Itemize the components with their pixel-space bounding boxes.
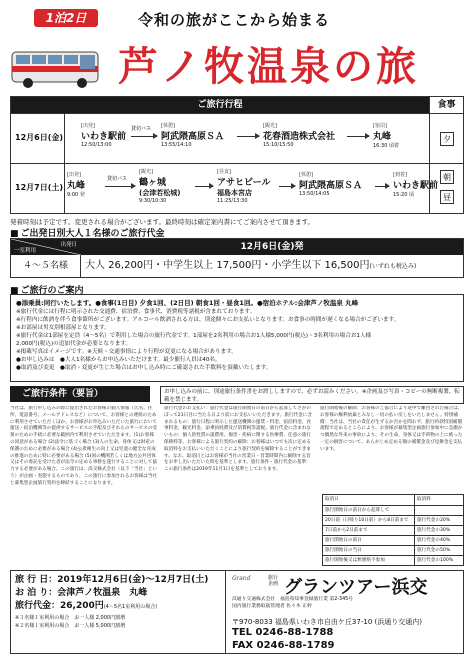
guide-section-title: ■ ご旅行のご案内 <box>10 283 84 296</box>
arrow-icon <box>237 136 259 137</box>
arrow-icon <box>131 136 157 137</box>
table-row: 旅行開始日の前日 旅行代金の40% <box>323 535 463 545</box>
departure-date: 12月6日(金)発 <box>81 239 463 255</box>
price-section-title: ■ ご出発日別大人１名様のご旅行代金 <box>10 226 165 239</box>
company-name: グランツアー浜交 <box>284 577 428 598</box>
company-info <box>225 571 463 653</box>
conditions-col-3: 旅行開始後の解除：お客様のご都合により途中で離団された場合は、お客様の権利放棄とみなし一切の払い戻しをいたしません。特別補償：当社は、当社の責任が生ずるか否かを問わず、旅行約款特別補償規程で定めるところにより、お客様が募集型企画旅行参加中に急激かつ偶然な外来の事故により、その生命、身体又は手荷物の上に被った一定の損害について、あらかじめ定める額の補償金及び見舞金を支払います。 <box>320 406 463 452</box>
conditions-col-1: 当社は、旅行申し込みの際に提出されたお客様の個人情報（氏名、住所、電話番号、メールアドレスなど）について、お客様との連絡のために利用させていただくほか、お客様がお申込みいただいた旅行において運送・宿泊機関等の提供するサービスの手配及びそれらのサービスの受領のための手続に必要な範囲内で利用させていただきます。(1)お客様の同意がある場合 (2)法令に基づく場合 (3)人の生命、身体又は財産の保護のために必要がある場合 (4)公衆衛生の向上又は児童の健全な育成の推進のために特に必要がある場合 (5)国の機関若しくは地方公共団体又はその委託を受けた者が法令の定める事務を遂行することに対して協力する必要がある場合。この旅行は、浜交株式会社（以下「当社」という）が企画・実施するものであり、この旅行に参加されるお客様は当社と募集型企画旅行契約を締結することになります。 <box>10 406 158 486</box>
stop: [観光] 鶴ヶ城 (会津若松城) 9:30/10:30 <box>139 169 181 204</box>
arrow-icon <box>279 186 295 187</box>
table-row: 旅行開始日の当日 旅行代金の50% <box>323 545 463 555</box>
guide-line: ※旅行代金は1部屋を定員（4～5名）で利用した場合の旅行代金です。1部屋を2名利用の場合お1人様5,000円(税込)・3名利用の場合お1人様 <box>16 333 372 339</box>
duration-badge: 1泊2日 <box>34 9 98 27</box>
guide-line: ※行程内に飲酒を伴う食事箇所がございます。アルコール飲酒される方は、別途個々にお支払いとなります。お食事の時間が遅くなる場合がございます。 <box>16 317 400 323</box>
arrow-icon <box>375 186 389 187</box>
guide-line: 2,000円(税込)の追加代金が必要となります。 <box>16 341 132 347</box>
stop: [観光] 花春酒造株式会社 15:10/15:50 <box>263 123 336 148</box>
company-fax: FAX 0246-88-1789 <box>232 640 335 651</box>
price-table <box>10 238 464 278</box>
stop: [休憩] 阿武隈高原ＳＡ 13:50/14:05 <box>299 172 363 197</box>
guide-line: ●添乗員:同行いたします。●食事(1日目) 夕食1回、(2日目) 朝食1回・昼食1回。●宿泊ホテル:会津芦ノ牧温泉 丸峰 <box>16 299 359 307</box>
label-date: 出発日 <box>60 242 77 248</box>
bus-icon <box>10 46 102 90</box>
extra-charge: ※３名様１室利用の場合 お一人様 2,000円割増 <box>15 615 126 621</box>
table-row: 旅行開始後又は無連絡不参加 旅行代金の100% <box>323 555 463 565</box>
cancel-fee-table <box>322 494 464 566</box>
trip-summary <box>15 574 225 630</box>
arrow-icon <box>347 136 369 137</box>
table-row: 旅行開始日の前日から起算して <box>323 505 463 515</box>
guide-line: ※掲載写真はイメージです。※天候・交通事情により行程が変更になる場合があります。 <box>16 349 237 355</box>
travel-date: 旅 行 日：2019年12月6日(金)～12月7日(土) <box>15 575 209 585</box>
conditions-note: お申し込みの前に、別途旅行条件書をお渡ししますので、必ずお読みください。※企画及び写真・コピーの無断複製、転載を禁じます。 <box>160 386 464 404</box>
stop: [出発] 丸峰 9:00 発 <box>67 172 86 198</box>
summary-price: 旅行代金：26,200円(4～5名1室利用の場合) <box>15 601 158 611</box>
company-logo: Grand <box>232 575 251 582</box>
guide-line: ※お部屋は男女別相部屋となります。 <box>16 325 110 331</box>
meal-dinner: 夕 <box>440 132 454 146</box>
meal-breakfast: 朝 <box>440 170 454 184</box>
page-title: 芦ノ牧温泉の旅 <box>118 44 419 90</box>
stop: [宿泊] 丸峰 16:30 頃着 <box>373 123 399 149</box>
meal-lunch: 昼 <box>440 190 454 204</box>
guide-line: ●お申し込みは ●大人1名様からお申込みいただけます。最少催行人員は40名。 <box>16 357 221 363</box>
conditions-col-2: 旅行代金のお支払い：旅行代金は旅行開始日の前日から起算してさかのぼって21日目に当たる日より前にお支払いいただきます。旅行代金に含まれるもの：旅行日程に明示した運送機関の運賃・料金、宿泊料金、食事料金、観光料金、添乗員経費及び消費税等諸税。旅行代金に含まれないもの：個人的性質の諸費用、傷害・疾病に関する医療費、任意の旅行保険料等。お客様による旅行契約の解除：お客様はいつでも次に定める取消料をお支払いいただくことにより旅行契約を解除することができます。なお、取消日とはお客様が当社の営業日・営業時間内に解除する旨をお申し出いただいた時を基準とします。旅行条件・旅行代金の基準：この旅行条件は2019年11月1日を基準としております。 <box>164 406 312 473</box>
meal-header: 食事 <box>429 97 463 113</box>
tax-note: (いずれも税込み) <box>369 263 417 270</box>
extra-charge: ※２名様１室利用の場合 お一人様 5,000円割増 <box>15 623 126 629</box>
stop: [休憩] 阿武隈高原ＳＡ 13:55/14:10 <box>161 123 225 148</box>
table-row: 7日前から2日前まで 旅行代金の30% <box>323 525 463 535</box>
transfer-label: 貸切バス <box>131 126 152 132</box>
stop: [到着] いわき駅前 15:20 頃 <box>393 172 439 198</box>
stay: お 泊 り：会津芦ノ牧温泉 丸峰 <box>15 588 148 598</box>
guide-box <box>10 294 464 382</box>
company-address: 〒970-8033 福島県いわき市自由ケ丘37-10 (浜通り交通内) <box>232 618 422 626</box>
table-row: 取消日 取消料 <box>323 495 463 505</box>
arrow-icon <box>105 186 135 187</box>
day-date: 12月7日(土) <box>11 164 65 213</box>
subtitle: 令和の旅がここから始まる <box>138 11 331 29</box>
table-row: 20日前（日帰り10日前）から8日前まで 旅行代金の20% <box>323 515 463 525</box>
org-label: 旅行企画 <box>268 575 279 587</box>
conditions-body <box>10 406 464 566</box>
conditions-title: ご旅行条件（要旨） <box>10 386 150 402</box>
guide-line: ※旅行代金には行程に明示された交通費、宿泊費、食事代、消費税等諸税が含まれております。 <box>16 309 256 315</box>
company-tel[interactable]: TEL 0246-88-1788 <box>232 627 334 638</box>
timing-note: 発着時刻は予定です。変更される場合がございます。最終時刻は確定案内書にてご案内させて頂きます。 <box>10 218 314 226</box>
day-row-2 <box>11 163 463 213</box>
day-row-1 <box>11 113 463 163</box>
arrow-icon <box>195 186 213 187</box>
transfer-label: 貸切バス <box>107 176 128 182</box>
footer <box>10 570 464 654</box>
stop: [昼食] アサヒビール 福島本宮店 11:25/13:30 <box>217 169 271 204</box>
pax-count: ４～５名様 <box>11 255 81 277</box>
day-date: 12月6日(金) <box>11 114 65 163</box>
registration: 浜通り交通株式会社 福島県知事登録旅行業 第2-345号 国内旅行業務取扱管理者 佐々木 正幹 <box>232 597 353 609</box>
price-amount: 大人 26,200円・中学生以上 17,500円・小学生以下 16,500円(いずれも税込み) <box>85 260 417 271</box>
guide-line: ●取消及び変更 ●取消・変更が生じた場合はお申し込み時にご確認された手数料を頂戴いたします。 <box>16 365 272 371</box>
stop: [出発] いわき駅前 12:50/13:00 <box>81 123 127 148</box>
header <box>0 0 470 94</box>
itinerary-table <box>10 96 464 214</box>
label-pax: 一室利用 <box>14 248 37 254</box>
itinerary-header: ご旅行行程 <box>11 97 429 113</box>
